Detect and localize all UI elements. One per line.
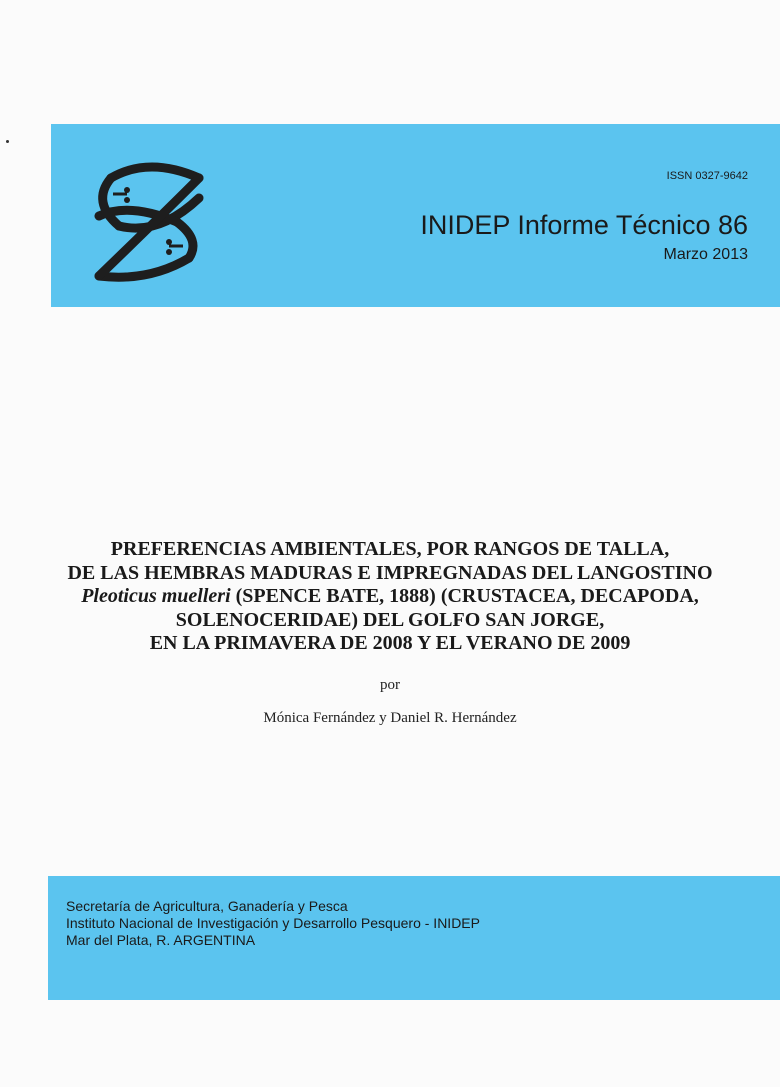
- title-line-4: SOLENOCERIDAE) DEL GOLFO SAN JORGE,: [175, 608, 605, 631]
- title-line-1: PREFERENCIAS AMBIENTALES, POR RANGOS DE TALLA,: [110, 538, 670, 560]
- title-line-2: DE LAS HEMBRAS MADURAS E IMPREGNADAS DEL LANGOSTINO: [67, 561, 713, 584]
- scan-speck: [6, 140, 9, 143]
- title-line-3-rest: (SPENCE BATE, 1888) (CRUSTACEA, DECAPODA,: [230, 585, 699, 607]
- series-title: INIDEP Informe Técnico 86: [420, 210, 748, 240]
- species-name: Pleoticus muelleri: [81, 585, 231, 607]
- footer-line-1: Secretaría de Agricultura, Ganadería y Pesca: [66, 898, 348, 914]
- report-title: [40, 538, 740, 656]
- byline-por: por: [380, 677, 400, 693]
- publication-date: Marzo 2013: [663, 246, 748, 263]
- inidep-fish-logo-icon: [89, 158, 209, 282]
- header-band: [51, 124, 780, 307]
- institution-block: [66, 898, 480, 949]
- footer-band: [48, 876, 780, 1000]
- footer-line-3: Mar del Plata, R. ARGENTINA: [66, 932, 256, 948]
- issn-number: ISSN 0327-9642: [666, 170, 748, 182]
- footer-line-2: Instituto Nacional de Investigación y Desarrollo Pesquero - INIDEP: [66, 915, 480, 931]
- title-line-5: EN LA PRIMAVERA DE 2008 Y EL VERANO DE 2009: [149, 632, 631, 654]
- title-line-3: [40, 585, 740, 609]
- authors: Mónica Fernández y Daniel R. Hernández: [263, 710, 517, 726]
